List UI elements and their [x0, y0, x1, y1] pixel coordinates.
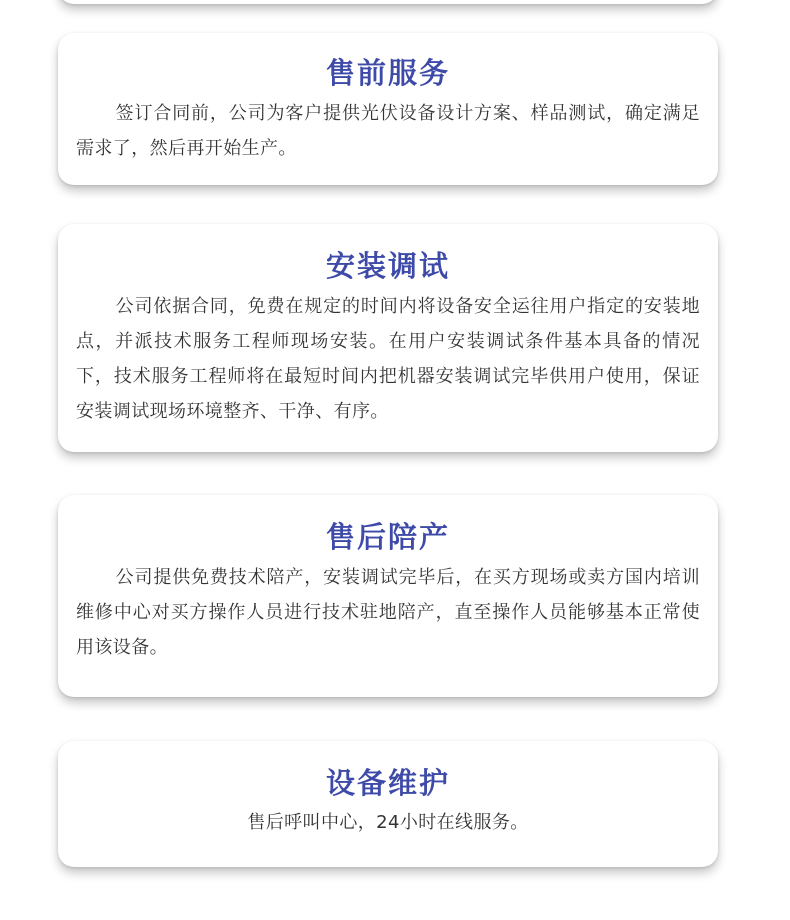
presale-service-card [58, 33, 718, 185]
equipment-maintenance-title: 设备维护 [325, 766, 450, 800]
installation-commissioning-description: 公司依据合同，免费在规定的时间内将设备安全运往用户指定的安装地点，并派技术服务工程师现场安装。在用户安装调试条件基本具备的情况下，技术服务工程师将在最短时间内把机器安装调试完毕供用户使用，保证安装调试现场环境整齐、干净、有序。 [76, 296, 700, 422]
installation-commissioning-card [58, 224, 718, 452]
equipment-maintenance-description: 售后呼叫中心，24小时在线服务。 [247, 812, 529, 833]
after-sales-accompaniment-card [58, 495, 718, 697]
presale-service-description: 签订合同前，公司为客户提供光伏设备设计方案、样品测试，确定满足需求了，然后再开始生产。 [76, 103, 700, 159]
after-sales-accompaniment-title: 售后陪产 [325, 520, 450, 554]
equipment-maintenance-card [58, 741, 718, 867]
installation-commissioning-title: 安装调试 [325, 249, 450, 283]
previous-card-fragment [58, 0, 718, 4]
after-sales-accompaniment-description: 公司提供免费技术陪产，安装调试完毕后，在买方现场或卖方国内培训维修中心对买方操作人员进行技术驻地陪产，直至操作人员能够基本正常使用该设备。 [76, 567, 700, 658]
presale-service-title: 售前服务 [325, 56, 450, 90]
